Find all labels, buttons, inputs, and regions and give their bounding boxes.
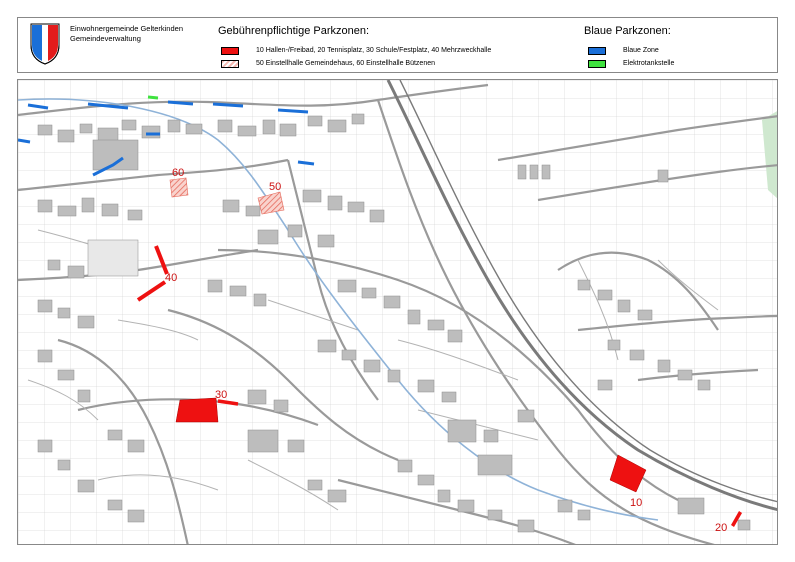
solid-red-swatch [221, 47, 239, 55]
hatched-red-swatch [221, 60, 239, 68]
paid-legend-item-2: 50 Einstellhalle Gemeindehaus, 60 Einstellhalle Bützenen [256, 60, 436, 67]
blue-legend-item-1: Blaue Zone [623, 47, 659, 54]
zone-label-40: 40 [165, 272, 178, 284]
blue-zone-swatch [588, 47, 606, 55]
ev-charging-station [148, 97, 158, 98]
ev-charging-swatch [588, 60, 606, 68]
org-line-1: Einwohnergemeinde Gelterkinden [70, 24, 183, 33]
org-line-2: Gemeindeverwaltung [70, 34, 141, 43]
parking-zone-30[interactable] [176, 398, 218, 422]
municipality-name [70, 24, 183, 44]
parking-zone-60[interactable] [170, 178, 188, 197]
paid-zones-title: Gebührenpflichtige Parkzonen: [218, 25, 370, 37]
zone-label-30: 30 [215, 389, 228, 401]
paid-legend-item-1: 10 Hallen-/Freibad, 20 Tennisplatz, 30 Schule/Festplatz, 40 Mehrzweckhalle [256, 47, 492, 54]
zone-label-10: 10 [630, 497, 643, 509]
town-map[interactable] [17, 79, 778, 545]
blue-zones-title: Blaue Parkzonen: [584, 25, 671, 37]
zone-label-20: 20 [715, 522, 728, 534]
zone-label-60: 60 [172, 167, 185, 179]
map-legend-header [17, 17, 778, 73]
blue-legend-item-2: Elektrotankstelle [623, 60, 675, 67]
zone-label-50: 50 [269, 181, 282, 193]
coat-of-arms-icon [30, 23, 60, 65]
map-canvas[interactable] [18, 80, 778, 545]
